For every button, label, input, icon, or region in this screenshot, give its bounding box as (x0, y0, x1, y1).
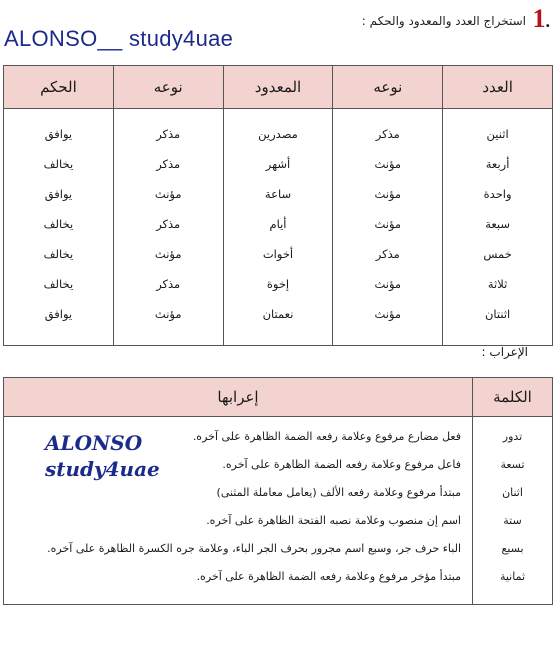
cell-counted: أيام (223, 209, 333, 239)
table-header-row (4, 66, 553, 109)
header-number: العدد (443, 66, 553, 109)
table-row (4, 179, 553, 209)
cell-number-gender: مؤنث (333, 299, 443, 329)
cell-ruling: يوافق (4, 299, 114, 329)
table-row (4, 149, 553, 179)
cell-counted: أخوات (223, 239, 333, 269)
cell-number-gender: مؤنث (333, 209, 443, 239)
cell-number: ثلاثة (443, 269, 553, 299)
cell-number: اثنين (443, 119, 553, 149)
i3rab-parse: اسم إن منصوب وعلامة نصبه الفتحة الظاهرة على آخره. (206, 514, 461, 527)
watermark-line-1: ALONSO (45, 431, 143, 455)
cell-ruling: يخالف (4, 239, 114, 269)
cell-ruling: يخالف (4, 149, 114, 179)
cell-number-gender: مذكر (333, 119, 443, 149)
i3rab-parse: مبتدأ مرفوع وعلامة رفعه الألف (يعامل معاملة المثنى) (216, 486, 461, 499)
number-counted-table (3, 65, 553, 346)
cell-counted: مصدرين (223, 119, 333, 149)
i3rab-table (3, 377, 553, 605)
i3rab-header (4, 378, 552, 417)
cell-counted: نعمتان (223, 299, 333, 329)
list-item (4, 563, 552, 591)
i3rab-word: بسبع (501, 542, 524, 555)
header-ruling: الحكم (4, 66, 114, 109)
exercise-number: 1. (532, 4, 550, 33)
watermark-stamp (45, 430, 160, 482)
header-counted: المعدود (223, 66, 333, 109)
header-counted-gender: نوعه (113, 66, 223, 109)
cell-counted-gender: مؤنث (113, 299, 223, 329)
table-row (4, 239, 553, 269)
cell-counted-gender: مذكر (113, 119, 223, 149)
cell-number: خمس (443, 239, 553, 269)
cell-counted: أشهر (223, 149, 333, 179)
cell-counted-gender: مذكر (113, 269, 223, 299)
list-item (4, 535, 552, 563)
watermark-text: ALONSO__ study4uae (4, 26, 234, 51)
i3rab-word: تسعة (500, 458, 525, 471)
i3rab-word: ستة (503, 514, 522, 527)
cell-ruling: يوافق (4, 119, 114, 149)
i3rab-word: اثنان (502, 486, 523, 499)
list-item (4, 507, 552, 535)
cell-ruling: يخالف (4, 209, 114, 239)
i3rab-label: الإعراب : (481, 345, 528, 359)
cell-counted: ساعة (223, 179, 333, 209)
cell-number: واحدة (443, 179, 553, 209)
i3rab-word: تدور (502, 430, 523, 443)
header-parse: إعرابها (217, 388, 259, 406)
cell-counted-gender: مؤنث (113, 239, 223, 269)
table-row (4, 269, 553, 299)
table-row (4, 299, 553, 329)
cell-counted-gender: مذكر (113, 209, 223, 239)
header-word: الكلمة (493, 388, 532, 406)
table-row (4, 119, 553, 149)
watermark-line-2: study4uae (45, 457, 160, 481)
cell-counted-gender: مذكر (113, 149, 223, 179)
cell-number: سبعة (443, 209, 553, 239)
table-row (4, 209, 553, 239)
cell-number-gender: مذكر (333, 239, 443, 269)
i3rab-parse: مبتدأ مؤخر مرفوع وعلامة رفعه الضمة الظاهرة على آخره. (196, 570, 461, 583)
list-item (4, 479, 552, 507)
cell-ruling: يوافق (4, 179, 114, 209)
exercise-instruction: استخراج العدد والمعدود والحكم : (361, 14, 526, 28)
cell-number: اثنتان (443, 299, 553, 329)
cell-counted: إخوة (223, 269, 333, 299)
cell-number: أربعة (443, 149, 553, 179)
i3rab-parse: الباء حرف جر، وسبع اسم مجرور بحرف الجر الباء، وعلامة جره الكسرة الظاهرة على آخره. (47, 542, 461, 555)
i3rab-word: ثمانية (499, 570, 526, 583)
cell-number-gender: مؤنث (333, 269, 443, 299)
cell-ruling: يخالف (4, 269, 114, 299)
cell-number-gender: مؤنث (333, 149, 443, 179)
header-number-gender: نوعه (333, 66, 443, 109)
i3rab-parse: فعل مضارع مرفوع وعلامة رفعه الضمة الظاهرة على آخره. (192, 430, 461, 443)
cell-number-gender: مؤنث (333, 179, 443, 209)
i3rab-parse: فاعل مرفوع وعلامة رفعه الضمة الظاهرة على آخره. (222, 458, 461, 471)
cell-counted-gender: مؤنث (113, 179, 223, 209)
